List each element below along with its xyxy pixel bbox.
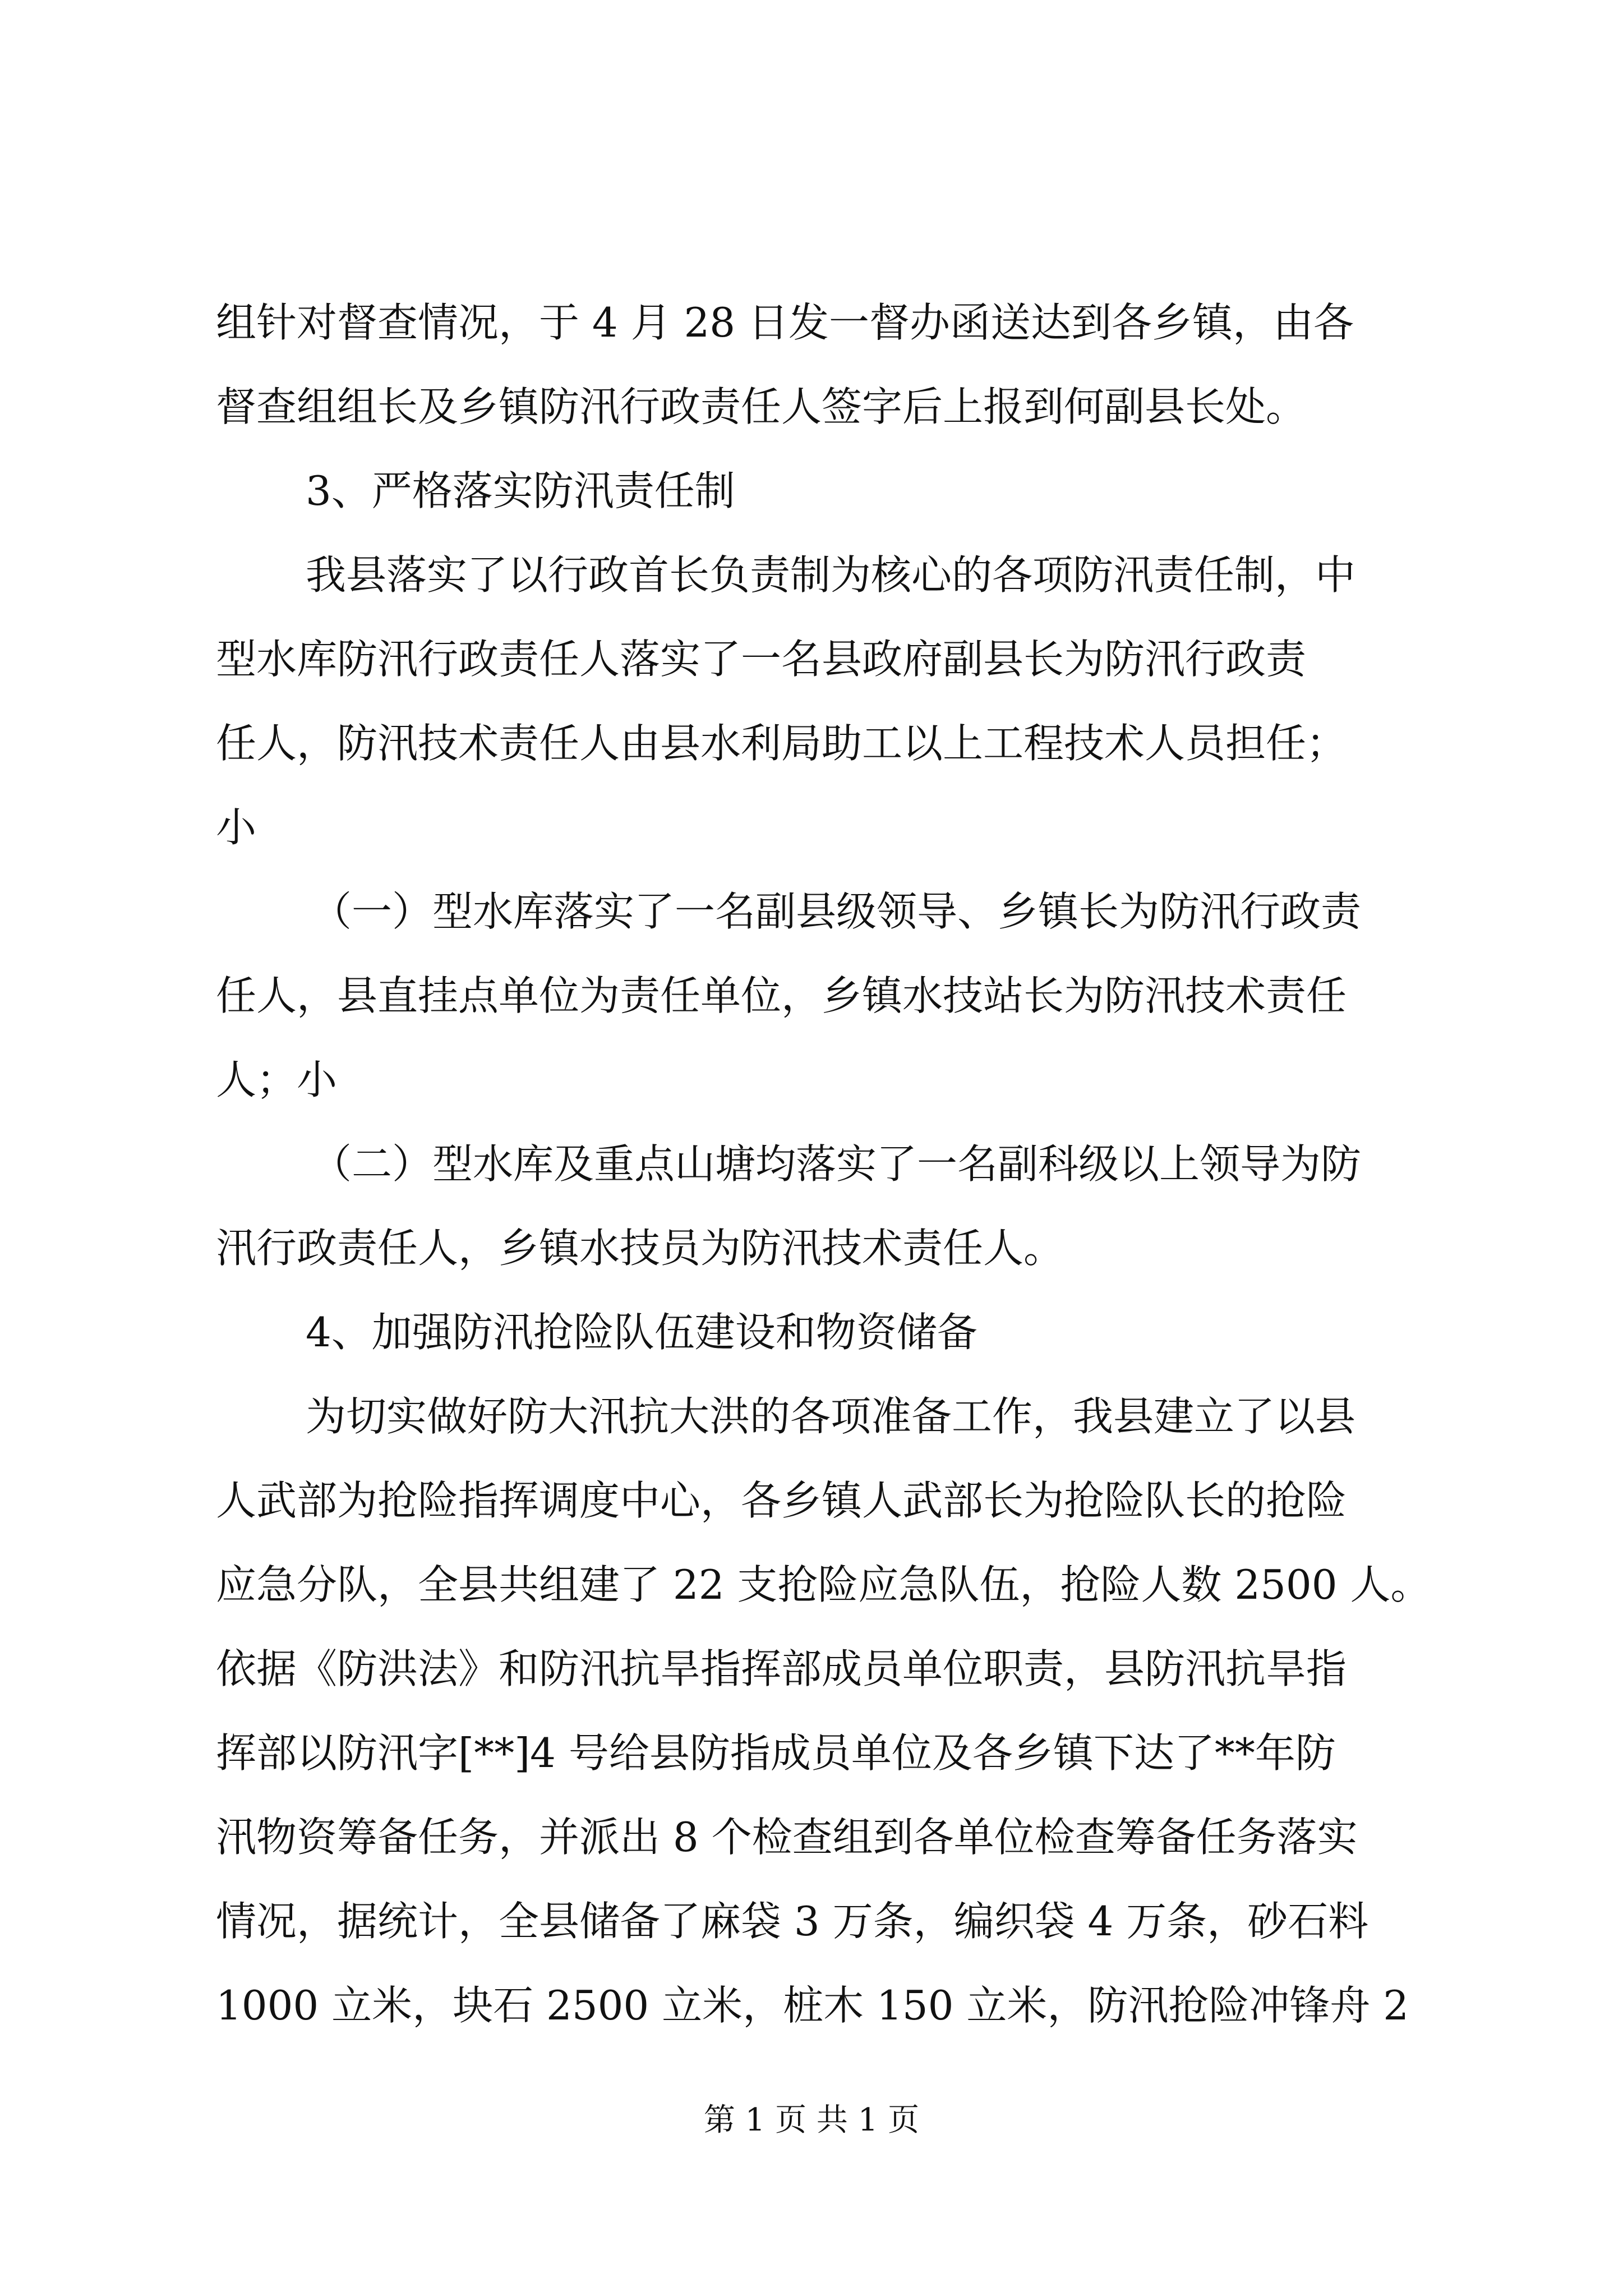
text-line: （一）型水库落实了一名副县级领导、乡镇长为防汛行政责 [311,888,1362,935]
section-heading: 4、加强防汛抢险队伍建设和物资储备 [306,1309,978,1356]
text-line: 为切实做好防大汛抗大洪的各项准备工作，我县建立了以县 [306,1393,1356,1440]
text-line: 督查组组长及乡镇防汛行政责任人签字后上报到何副县长处。 [216,383,1307,430]
text-line: 挥部以防汛字[**]4 号给县防指成员单位及各乡镇下达了**年防 [216,1729,1336,1777]
text-line: 人；小 [216,1056,338,1103]
text-line: 我县落实了以行政首长负责制为核心的各项防汛责任制，中 [306,551,1356,599]
text-line: 组针对督查情况，于 4 月 28 日发一督办函送达到各乡镇，由各 [216,299,1354,346]
text-line: 依据《防洪法》和防汛抗旱指挥部成员单位职责，县防汛抗旱指 [216,1645,1347,1692]
text-line: 应急分队，全县共组建了 22 支抢险应急队伍，抢险人数 2500 人。 [216,1561,1431,1608]
text-line: 人武部为抢险指挥调度中心，各乡镇人武部长为抢险队长的抢险 [216,1477,1347,1524]
section-heading: 3、严格落实防汛责任制 [306,467,735,514]
text-line: 任人，防汛技术责任人由县水利局助工以上工程技术人员担任； [216,720,1347,767]
page-footer: 第 1 页 共 1 页 [703,2102,920,2138]
text-line: 情况，据统计，全县储备了麻袋 3 万条，编织袋 4 万条，砂石料 [216,1898,1369,1945]
text-line: 汛行政责任人，乡镇水技员为防汛技术责任人。 [216,1225,1064,1272]
text-line: 1000 立米，块石 2500 立米，桩木 150 立米，防汛抢险冲锋舟 2 [216,1982,1409,2029]
text-line: 型水库防汛行政责任人落实了一名县政府副县长为防汛行政责 [216,636,1307,683]
text-line: 小 [216,804,257,851]
text-line: 汛物资筹备任务，并派出 8 个检查组到各单位检查筹备任务落实 [216,1814,1358,1861]
text-line: （二）型水库及重点山塘均落实了一名副科级以上领导为防 [311,1140,1362,1188]
text-line: 任人，县直挂点单位为责任单位，乡镇水技站长为防汛技术责任 [216,972,1347,1019]
